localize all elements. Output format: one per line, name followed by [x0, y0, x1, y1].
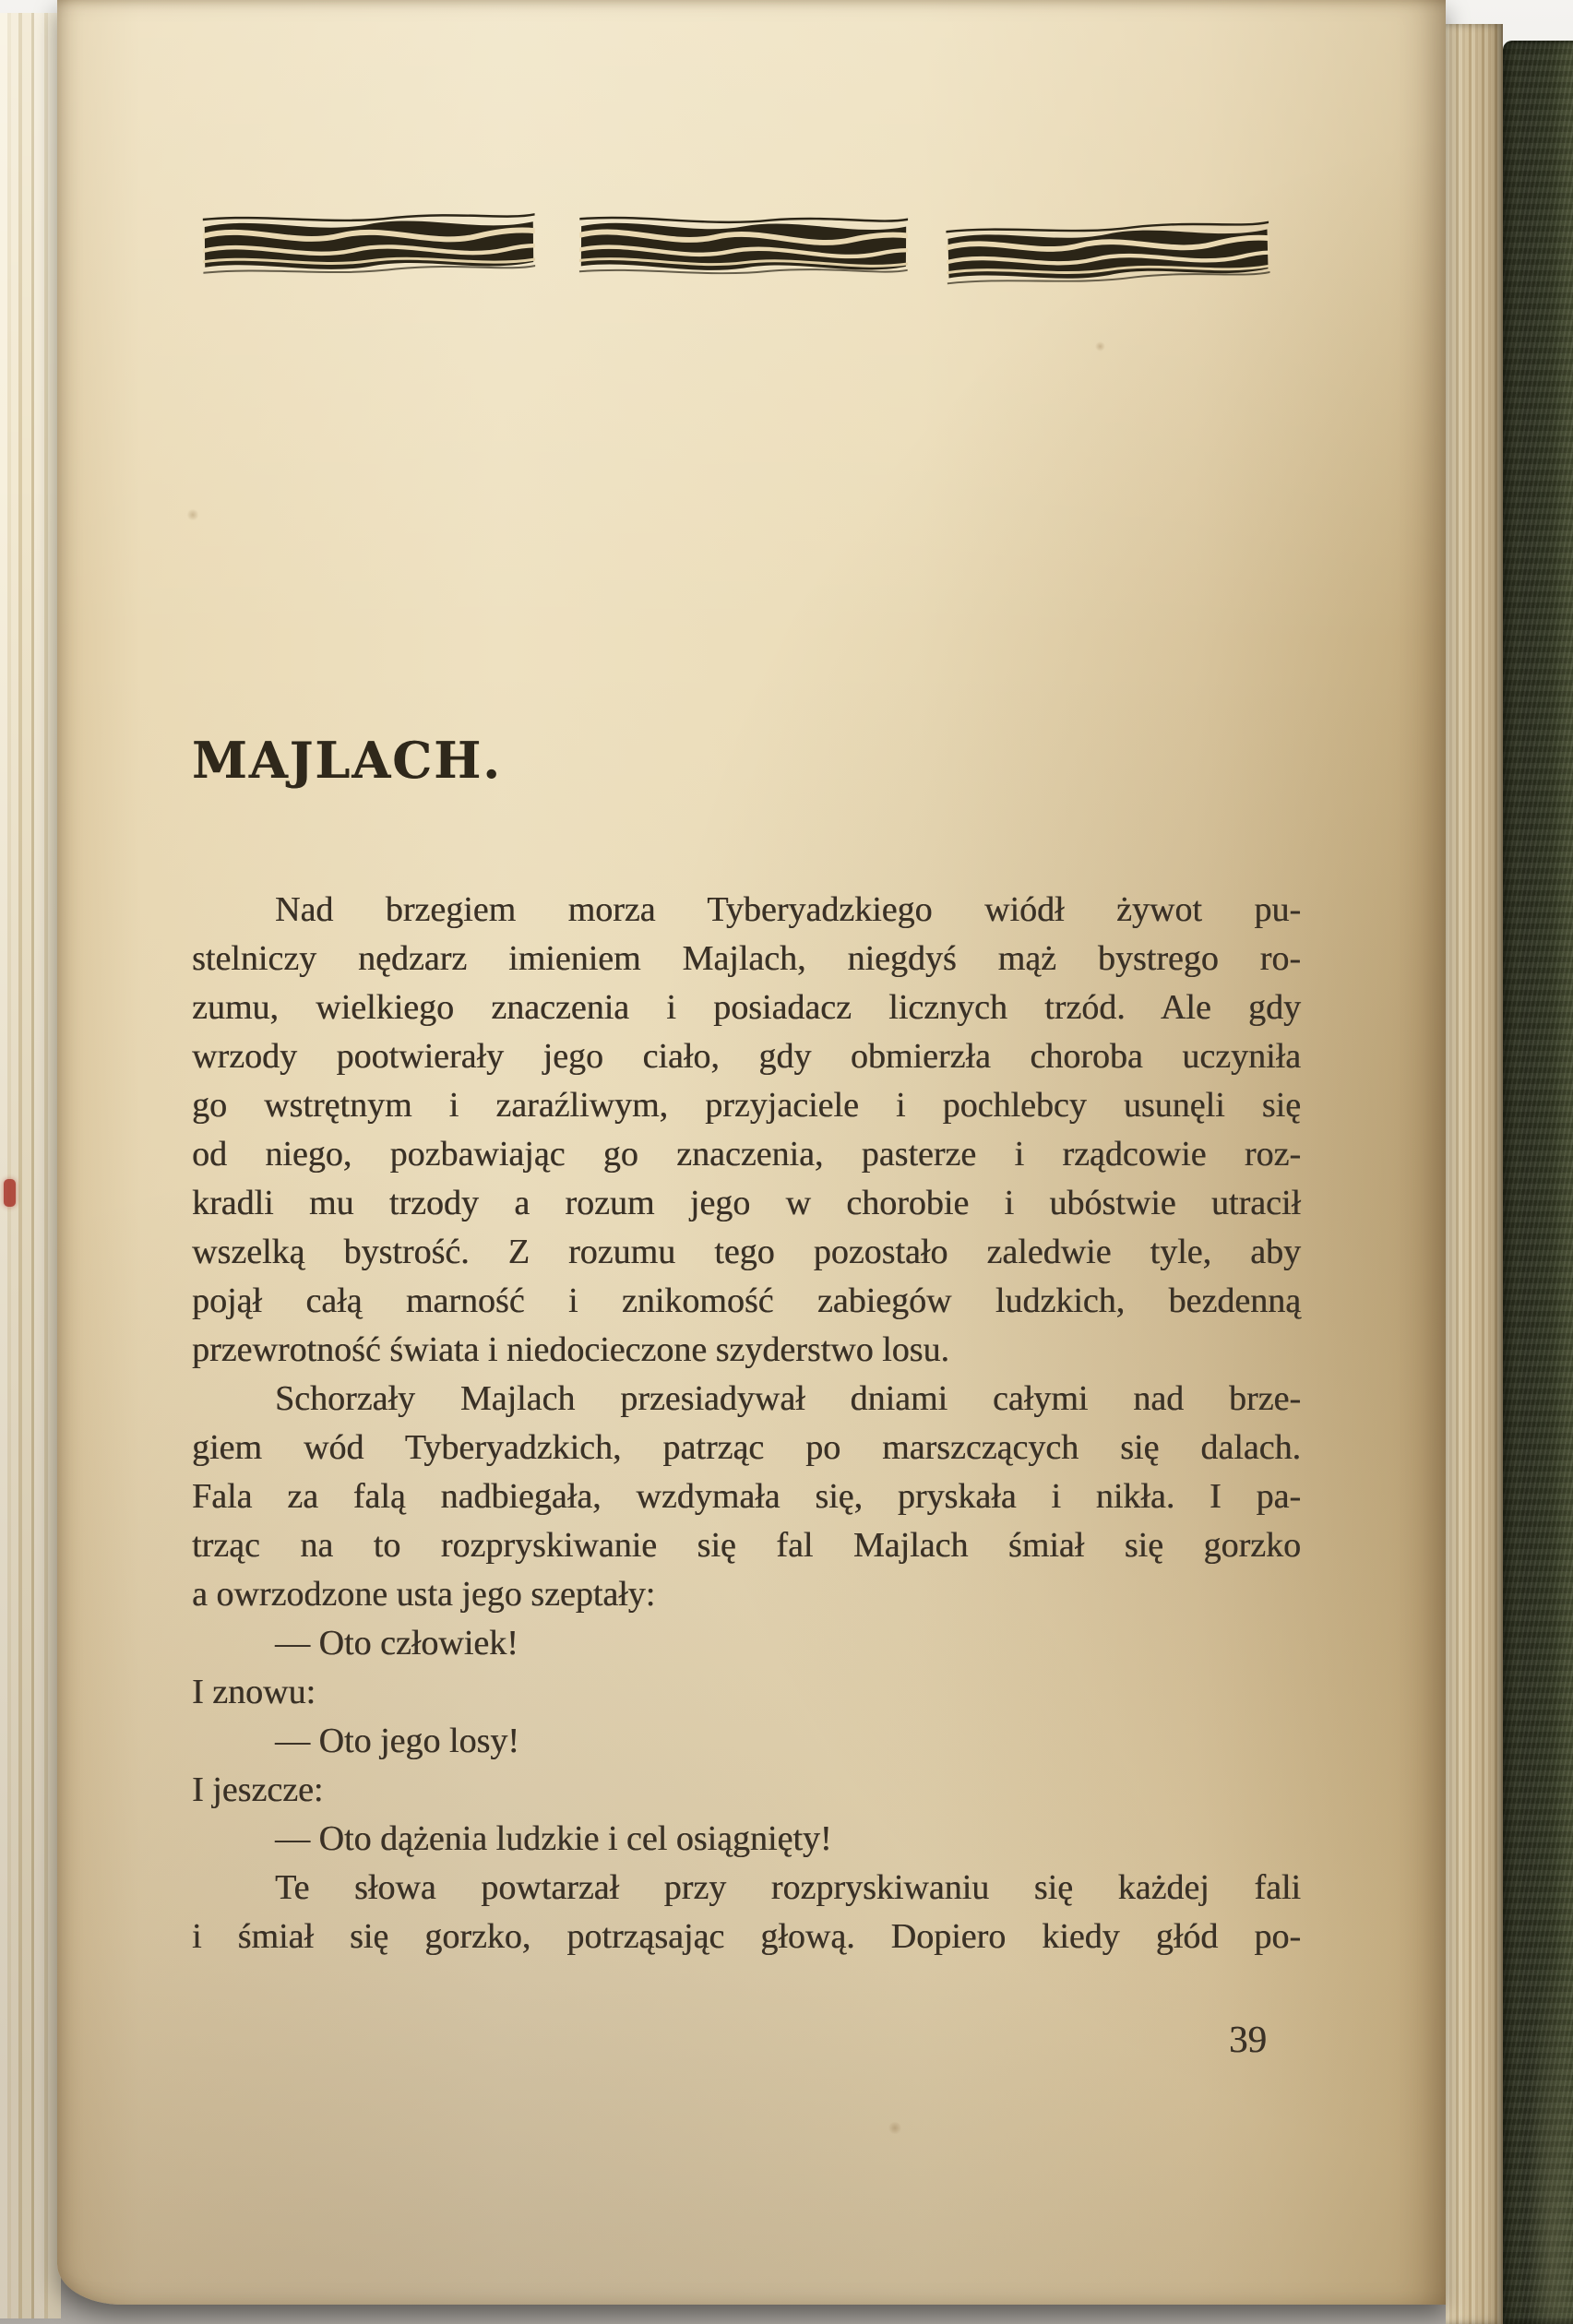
book-spine-binding: [1503, 41, 1573, 2324]
text-line: a owrzodzone usta jego szeptały:: [192, 1575, 656, 1614]
woodcut-wave-ornament-icon: [946, 216, 1270, 292]
woodcut-wave-ornament-icon: [203, 209, 536, 280]
text-line: zumu, wielkiego znaczenia i posiadacz licznych trzód. Ale gdy: [192, 988, 1301, 1027]
text-line: Fala za falą nadbiegała, wzdymała się, pryskała i nikła. I pa-: [192, 1477, 1301, 1516]
interjection-1: [192, 1668, 1301, 1717]
text-line: Nad brzegiem morza Tyberyadzkiego wiódł żywot pu-: [275, 890, 1301, 929]
page-number: 39: [1229, 2018, 1267, 2060]
text-line: Schorzały Majlach przesiadywał dniami całymi nad brze-: [275, 1379, 1301, 1418]
text-block: [192, 886, 1301, 1961]
text-line: — Oto dążenia ludzkie i cel osiągnięty!: [275, 1819, 832, 1858]
text-line: go wstrętnym i zaraźliwym, przyjaciele i pochlebcy usunęli się: [192, 1086, 1301, 1125]
foxing-spot: [186, 509, 199, 520]
woodcut-wave-ornament-icon: [579, 211, 909, 281]
text-line: — Oto jego losy!: [275, 1722, 519, 1760]
text-line: przewrotność świata i niedocieczone szyderstwo losu.: [192, 1330, 949, 1369]
text-line: kradli mu trzody a rozum jego w chorobie i ubóstwie utracił: [192, 1184, 1301, 1222]
text-line: i śmiał się gorzko, potrząsając głową. Dopiero kiedy głód po-: [192, 1917, 1301, 1956]
text-line: wszelką bystrość. Z rozumu tego pozostało zaledwie tyle, aby: [192, 1233, 1301, 1271]
text-line: pojął całą marność i znikomość zabiegów ludzkich, bezdenną: [192, 1281, 1301, 1320]
dialogue-line-2: [192, 1717, 1301, 1766]
book-page: [57, 0, 1446, 2305]
red-paint-mark: [4, 1179, 16, 1207]
foxing-spot: [1095, 341, 1105, 352]
paragraph-opening: [192, 886, 1301, 1375]
text-line: od niego, pozbawiając go znaczenia, pasterze i rządcowie roz-: [192, 1135, 1301, 1174]
text-line: Te słowa powtarzał przy rozpryskiwaniu się każdej fali: [275, 1868, 1301, 1907]
text-line: I jeszcze:: [192, 1770, 324, 1809]
dialogue-line-3: [192, 1815, 1301, 1864]
paragraph-majlach-sea: [192, 1375, 1301, 1619]
page-edges-left: [0, 13, 61, 2318]
text-line: stelniczy nędzarz imieniem Majlach, niegdyś mąż bystrego ro-: [192, 939, 1301, 978]
text-line: — Oto człowiek!: [275, 1624, 518, 1663]
chapter-title: MAJLACH.: [192, 731, 502, 790]
foxing-spot: [888, 2122, 902, 2134]
interjection-2: [192, 1766, 1301, 1815]
page-edges-right: [1446, 24, 1503, 2324]
paragraph-closing: [192, 1864, 1301, 1961]
text-line: giem wód Tyberyadzkich, patrząc po marszczących się dalach.: [192, 1428, 1301, 1467]
text-line: trząc na to rozpryskiwanie się fal Majlach śmiał się gorzko: [192, 1526, 1301, 1565]
dialogue-line-1: [192, 1619, 1301, 1668]
text-line: I znowu:: [192, 1673, 316, 1711]
text-line: wrzody pootwierały jego ciało, gdy obmierzła choroba uczyniła: [192, 1037, 1301, 1076]
